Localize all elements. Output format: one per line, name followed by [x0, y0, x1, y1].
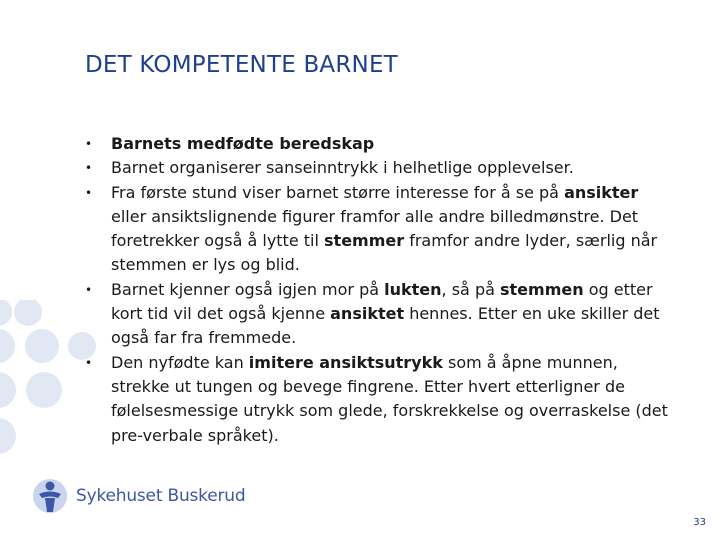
bullet-text: Barnet kjenner også igjen mor på — [111, 279, 385, 299]
bullet-marker: • — [85, 282, 93, 297]
bullet-emphasis: ansikter — [564, 182, 639, 202]
bullet-emphasis: stemmer — [324, 231, 405, 251]
bullet-text: og etter kort tid vil det også kjenne — [111, 279, 653, 324]
bullet-list — [85, 132, 675, 448]
bullet-text: som å åpne munnen, strekke ut tungen og bevege fingrene. Etter hvert etterligner de følelsesmessige utrykk som glede, forskrekkelse og overraskelse (det pre-verbale språket). — [111, 352, 668, 445]
bullet-marker: • — [85, 185, 93, 200]
bullet-emphasis: Barnets medfødte beredskap — [111, 134, 375, 153]
bullet-item — [85, 351, 675, 448]
slide-title: DET KOMPETENTE BARNET — [85, 52, 398, 78]
bullet-text: eller ansiktslignende figurer framfor alle andre billedmønstre. Det foretrekker også å lytte til — [111, 206, 639, 251]
bullet-marker: • — [85, 355, 93, 370]
bullet-item — [85, 181, 675, 278]
bullet-text: Fra første stund viser barnet større interesse for å se på — [111, 182, 565, 202]
bullet-text: Barnet organiserer sanseinntrykk i helhetlige opplevelser. — [111, 158, 574, 178]
bullet-text: framfor andre lyder, særlig når stemmen er lys og blid. — [111, 231, 658, 275]
bullet-marker: • — [85, 137, 93, 151]
page-number: 33 — [693, 517, 706, 528]
logo-text: Sykehuset Buskerud — [76, 486, 246, 506]
bullet-text: hennes. Etter en uke skiller det også far fra fremmede. — [111, 304, 660, 348]
logo-figure-icon — [30, 478, 70, 514]
bullet-marker: • — [85, 161, 93, 176]
bullet-item — [85, 278, 675, 351]
bullet-item — [85, 132, 675, 156]
bullet-text: , så på — [441, 279, 500, 299]
hospital-logo — [30, 478, 245, 514]
bullet-item — [85, 156, 675, 180]
bullet-emphasis: ansiktet — [330, 304, 405, 324]
bullet-emphasis: imitere ansiktsutrykk — [248, 352, 443, 372]
bullet-emphasis: lukten — [384, 279, 442, 299]
bullet-text: Den nyfødte kan — [111, 352, 249, 372]
bullet-emphasis: stemmen — [500, 279, 584, 299]
